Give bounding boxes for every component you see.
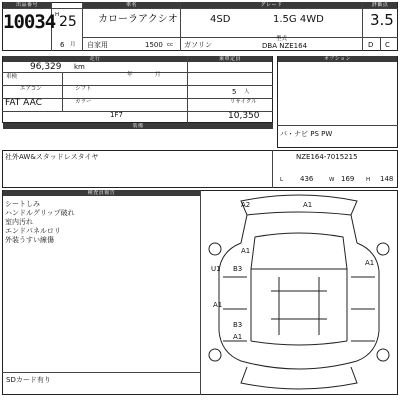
damage-mark-a1: A1 bbox=[241, 247, 251, 255]
seats-label: 乗車定員 bbox=[188, 56, 272, 62]
damage-mark-b3: B3 bbox=[233, 321, 243, 329]
first-reg-month: 6 bbox=[60, 41, 65, 49]
damage-mark-u1: U1 bbox=[211, 265, 221, 273]
inspection-line: 外装うすい線傷 bbox=[5, 236, 54, 244]
usage-type: 自家用 bbox=[87, 41, 108, 49]
height-value: 148 bbox=[380, 175, 394, 183]
shift-field-label: シフト bbox=[75, 86, 92, 92]
price-label: リサイクル bbox=[230, 99, 257, 105]
length-value: 436 bbox=[300, 175, 314, 183]
damage-mark-b3: B3 bbox=[233, 265, 243, 273]
first-reg-month-unit: 月 bbox=[70, 42, 76, 48]
mileage-label: 走行 bbox=[3, 56, 187, 62]
damage-mark-a2: A2 bbox=[241, 201, 251, 209]
lot-label: 出品番号 bbox=[3, 2, 51, 8]
displacement-unit: cc bbox=[167, 42, 174, 48]
equipment-label: 装備 bbox=[3, 123, 273, 129]
sd-card-note: SDカード有り bbox=[6, 376, 51, 384]
frame-number: NZE164-7015215 bbox=[296, 153, 358, 161]
height-label: H bbox=[366, 177, 371, 183]
inspection-line: シートしみ bbox=[5, 200, 40, 208]
model-code: DBA NZE164 bbox=[262, 42, 308, 50]
inspection-label: 車検 bbox=[6, 74, 18, 80]
width-label: W bbox=[329, 177, 335, 183]
inspection-month-unit: 月 bbox=[155, 72, 161, 78]
model-label: 型式 bbox=[276, 36, 288, 42]
color-code: 1F7 bbox=[110, 111, 123, 119]
damage-mark-a1: A1 bbox=[233, 333, 243, 341]
shift-value: FAT AAC bbox=[5, 98, 42, 108]
length-label: L bbox=[280, 177, 284, 183]
grade-label: グレード bbox=[181, 2, 362, 8]
seats-unit: 人 bbox=[244, 89, 250, 95]
recycle-fee: 10,350 bbox=[228, 111, 260, 121]
color-label: カラー bbox=[75, 99, 92, 105]
score-label: 評価点 bbox=[363, 2, 397, 8]
year-prefix: H bbox=[55, 12, 60, 18]
lot-number: 10034 bbox=[3, 11, 56, 33]
equipment-value: パ・ナビ PS PW bbox=[280, 130, 333, 138]
seats-value: 5 bbox=[232, 88, 237, 96]
auction-score: 3.5 bbox=[370, 11, 394, 29]
damage-mark-a1: A1 bbox=[213, 301, 223, 309]
inspection-line: ハンドルグリップ破れ bbox=[5, 209, 75, 217]
interior-score: D bbox=[368, 41, 374, 49]
ac-label: エアコン bbox=[20, 86, 42, 92]
inspection-year-unit: 年 bbox=[127, 72, 133, 78]
name-label: 車名 bbox=[83, 2, 180, 8]
damage-mark-a1: A1 bbox=[303, 201, 313, 209]
note-top-line: 社外AW&スタッドレスタイヤ bbox=[5, 153, 99, 161]
model-year: 25 bbox=[59, 14, 77, 30]
mileage-value: 96,329 bbox=[30, 62, 62, 72]
mileage-unit: km bbox=[74, 63, 85, 71]
width-value: 169 bbox=[341, 175, 355, 183]
exterior-score: C bbox=[385, 41, 390, 49]
car-name: カローラアクシオ bbox=[98, 14, 178, 25]
inspection-line: エンドパネルロリ bbox=[5, 227, 61, 235]
door-type: 4SD bbox=[210, 14, 231, 25]
displacement: 1500 bbox=[145, 41, 163, 49]
damage-mark-a1: A1 bbox=[365, 259, 375, 267]
grade-text: 1.5G 4WD bbox=[273, 14, 324, 25]
options-label: オプション bbox=[278, 56, 397, 62]
fuel-type: ガソリン bbox=[184, 41, 212, 49]
inspection-header: 検査員報告 bbox=[3, 190, 200, 196]
car-damage-diagram bbox=[201, 191, 397, 394]
inspection-line: 室内汚れ bbox=[5, 218, 33, 226]
